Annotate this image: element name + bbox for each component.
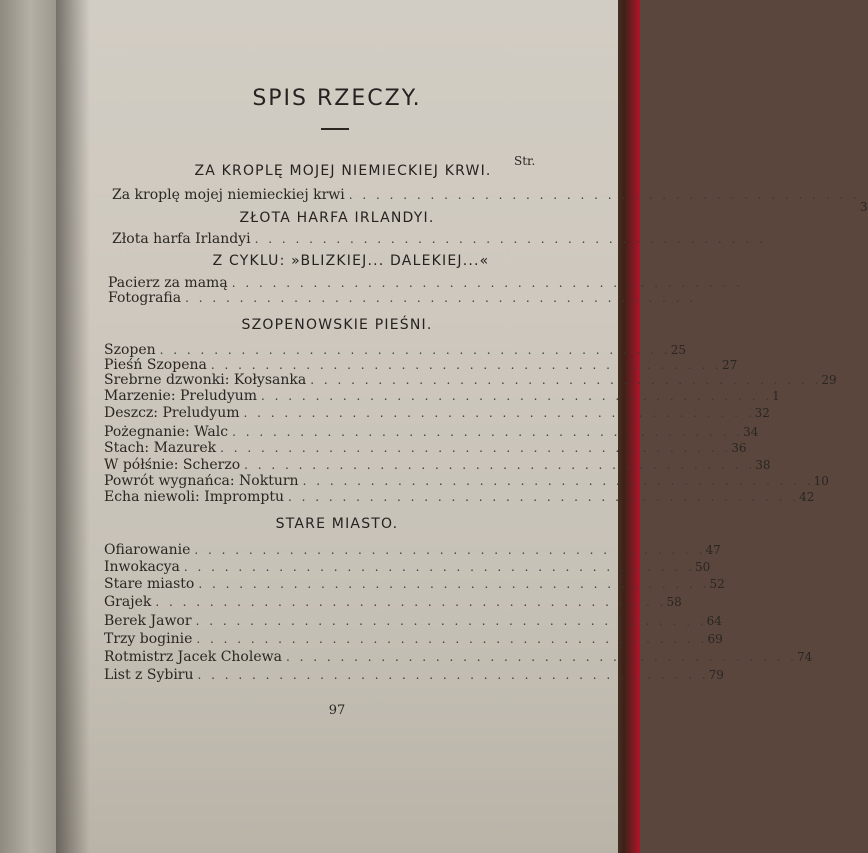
leader-dots: . . . . . . . . . . . . . . . . . . . . . . . . . . . . . . . . . . . . . . xyxy=(231,276,743,290)
section-heading: STARE MIASTO. xyxy=(275,516,399,532)
leader-dots: . . . . . . . . . . . . . . . . . . . . . . . . . . . . . . . . . . . . . . xyxy=(285,650,798,664)
entry-page: 29 xyxy=(821,373,837,387)
entry-page: 50 xyxy=(694,560,711,574)
toc-entry xyxy=(108,290,697,306)
leader-dots: . . . . . . . . . . . . . . . . . . . . . . . . . . . . . . . . . . . . . . xyxy=(310,373,822,387)
leader-dots: . . . . . . . . . . . . . . . . . . . . . . . . . . . . . . . . . . . . . . xyxy=(195,614,707,628)
page-number: 97 xyxy=(328,703,346,718)
section-heading: ZŁOTA HARFA IRLANDYI. xyxy=(239,210,435,226)
section-heading: ZA KROPLĘ MOJEJ NIEMIECKIEJ KRWI. xyxy=(194,163,492,179)
entry-title: Fotografia xyxy=(108,290,182,306)
leader-dots: . . . . . . . . . . . . . . . . . . . . . . . . . . . . . . . . . . . . . . xyxy=(155,595,667,609)
title-rule xyxy=(321,128,349,130)
entry-title: Stach: Mazurek xyxy=(104,440,217,456)
leader-dots: . . . . . . . . . . . . . . . . . . . . . . . . . . . . . . . . . . . . . . xyxy=(183,560,695,574)
entry-page: 69 xyxy=(707,632,723,646)
toc-entry xyxy=(104,631,723,647)
leader-dots: . . . . . . . . . . . . . . . . . . . . . . . . . . . . . . . . . . . . . . xyxy=(196,632,708,646)
leader-dots: . . . . . . . . . . . . . . . . . . . . . . . . . . . . . . . . . . . . . . xyxy=(254,232,766,246)
toc-entry xyxy=(104,342,687,358)
book-page xyxy=(56,0,868,853)
leader-dots: . . . . . . . . . . . . . . . . . . . . . . . . . . . . . . . . . . . . . . xyxy=(232,425,744,439)
entry-page: 36 xyxy=(731,441,747,455)
leader-dots: . . . . . . . . . . . . . . . . . . . . . . . . . . . . . . . . . . . . . . xyxy=(261,389,773,403)
toc-entry xyxy=(104,440,747,456)
entry-title: Berek Jawor xyxy=(104,613,192,629)
toc-entry xyxy=(104,489,815,505)
entry-title: Pieśń Szopena xyxy=(104,357,207,373)
entry-title: Marzenie: Preludyum xyxy=(104,388,258,404)
toc-entry xyxy=(112,231,766,247)
toc-entry xyxy=(104,594,682,610)
page-title: SPIS RZECZY. xyxy=(252,86,422,111)
toc-entry xyxy=(104,613,722,629)
section-heading: Z CYKLU: »BLIZKIEJ... DALEKIEJ...« xyxy=(212,253,490,269)
leader-dots: . . . . . . . . . . . . . . . . . . . . . . . . . . . . . . . . . . . . . . xyxy=(159,343,671,357)
toc-entry xyxy=(104,667,724,683)
toc-entry xyxy=(104,405,770,421)
entry-title: Stare miasto xyxy=(104,576,195,592)
entry-title: Pacierz za mamą xyxy=(108,275,228,291)
entry-title: Rotmistrz Jacek Cholewa xyxy=(104,649,282,665)
leader-dots: . . . . . . . . . . . . . . . . . . . . . . . . . . . . . . . . . . . . . . xyxy=(210,358,722,372)
entry-page: 10 xyxy=(813,474,829,488)
entry-page: 32 xyxy=(754,406,770,420)
entry-title: Trzy boginie xyxy=(104,631,193,647)
toc-entry xyxy=(104,576,725,592)
spine-shadow xyxy=(56,0,90,853)
entry-page: 52 xyxy=(709,577,725,591)
entry-page: 25 xyxy=(670,343,687,357)
entry-page: 58 xyxy=(666,595,682,609)
entry-page: 74 xyxy=(797,650,813,664)
leader-dots: . . . . . . . . . . . . . . . . . . . . . . . . . . . . . . . . . . . . . . xyxy=(220,441,732,455)
toc-entry xyxy=(104,388,780,404)
toc-entry xyxy=(104,542,721,558)
entry-title: Echa niewoli: Impromptu xyxy=(104,489,284,505)
entry-page: 42 xyxy=(799,490,815,504)
leader-dots: . . . . . . . . . . . . . . . . . . . . . . . . . . . . . . . . . . . . . . xyxy=(185,291,697,305)
toc-entry xyxy=(108,275,743,291)
leader-dots: . . . . . . . . . . . . . . . . . . . . . . . . . . . . . . . . . . . . . . xyxy=(302,474,814,488)
leader-dots: . . . . . . . . . . . . . . . . . . . . . . . . . . . . . . . . . . . . . . xyxy=(197,668,709,682)
entry-title: W półśnie: Scherzo xyxy=(104,457,241,473)
entry-title: Srebrne dzwonki: Kołysanka xyxy=(104,372,307,388)
toc-entry xyxy=(104,424,759,440)
entry-title: Grajek xyxy=(104,594,152,610)
leader-dots: . . . . . . . . . . . . . . . . . . . . . . . . . . . . . . . . . . . . . . xyxy=(287,490,800,504)
entry-title: Deszcz: Preludyum xyxy=(104,405,240,421)
toc-entry xyxy=(104,457,771,473)
entry-title: Za kroplę mojej niemieckiej krwi xyxy=(112,187,345,203)
section-heading: SZOPENOWSKIE PIEŚNI. xyxy=(241,317,433,333)
entry-page: 38 xyxy=(755,458,771,472)
entry-title: List z Sybiru xyxy=(104,667,194,683)
leader-dots: . . . . . . . . . . . . . . . . . . . . . . . . . . . . . . . . . . . . . . xyxy=(243,406,755,420)
entry-page: 34 xyxy=(743,425,759,439)
toc-entry xyxy=(112,187,868,214)
page-column-label: Str. xyxy=(514,154,536,168)
toc-entry xyxy=(104,559,711,575)
leader-dots: . . . . . . . . . . . . . . . . . . . . . . . . . . . . . . . . . . . . . . xyxy=(348,188,860,202)
leader-dots: . . . . . . . . . . . . . . . . . . . . . . . . . . . . . . . . . . . . . . xyxy=(198,577,710,591)
toc-entry xyxy=(104,473,829,489)
toc-entry xyxy=(104,357,738,373)
entry-title: Powrót wygnańca: Nokturn xyxy=(104,473,299,489)
entry-page: 1 xyxy=(772,389,780,403)
previous-page-edge xyxy=(0,0,58,853)
entry-title: Szopen xyxy=(104,342,156,358)
entry-page: 27 xyxy=(721,358,738,372)
toc-entry xyxy=(104,372,837,388)
entry-page: 3 xyxy=(859,200,868,214)
entry-page: 64 xyxy=(706,614,722,628)
entry-title: Ofiarowanie xyxy=(104,542,191,558)
entry-title: Pożegnanie: Walc xyxy=(104,424,229,440)
toc-entry xyxy=(104,649,813,665)
leader-dots: . . . . . . . . . . . . . . . . . . . . . . . . . . . . . . . . . . . . . . xyxy=(194,543,706,557)
entry-title: Złota harfa Irlandyi xyxy=(112,231,251,247)
leader-dots: . . . . . . . . . . . . . . . . . . . . . . . . . . . . . . . . . . . . . . xyxy=(244,458,756,472)
entry-page: 79 xyxy=(708,668,724,682)
entry-title: Inwokacya xyxy=(104,559,180,575)
entry-page: 47 xyxy=(705,543,721,557)
